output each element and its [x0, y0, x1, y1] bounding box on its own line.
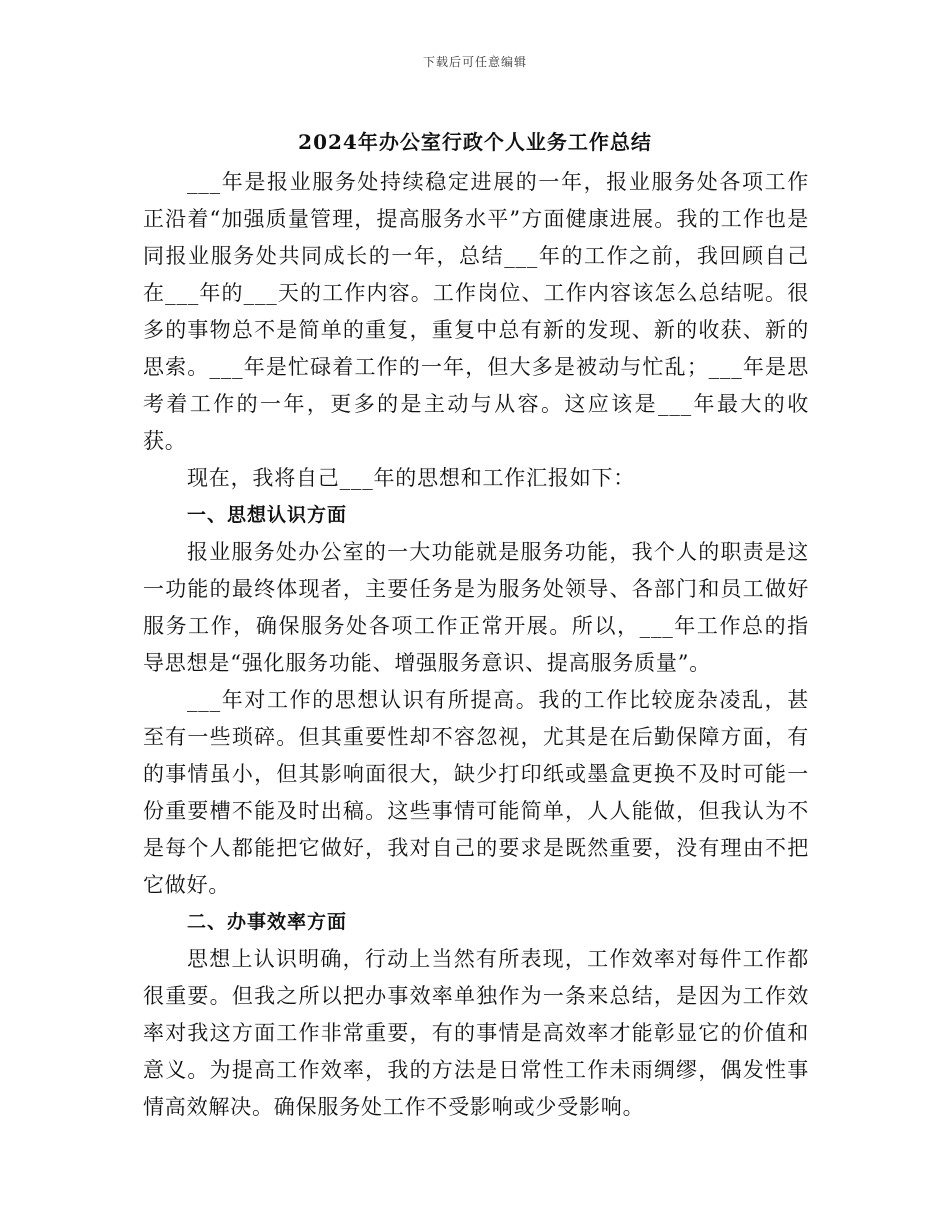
body-paragraph: ___年是报业服务处持续稳定进展的一年，报业服务处各项工作正沿着“加强质量管理，提高服务水平”方面健康进展。我的工作也是同报业服务处共同成长的一年，总结___年的工作之前，我回顾自己在___年的___天的工作内容。工作岗位、工作内容该怎么总结呢。很多的事物总不是简单的重复，重复中总有新的发现、新的收获、新的思索。___年是忙碌着工作的一年，但大多是被动与忙乱；___年是思考着工作的一年，更多的是主动与从容。这应该是___年最大的收获。	[143, 170, 809, 453]
page-header-note: 下载后可任意编辑	[422, 55, 527, 69]
body-paragraph: 思想上认识明确，行动上当然有所表现，工作效率对每件工作都很重要。但我之所以把办事效率单独作为一条来总结，是因为工作效率对我这方面工作非常重要，有的事情是高效率才能彰显它的价值和意义。为提高工作效率，我的方法是日常性工作未雨绸缪，偶发性事情高效解决。确保服务处工作不受影响或少受影响。	[143, 947, 809, 1119]
section-heading: 一、思想认识方面	[187, 504, 348, 526]
body-paragraph: 现在，我将自己___年的思想和工作汇报如下：	[187, 466, 636, 490]
document-title: 2024年办公室行政个人业务工作总结	[298, 130, 652, 154]
section-heading: 二、办事效率方面	[187, 911, 348, 933]
document-body	[143, 164, 809, 1126]
body-paragraph: ___年对工作的思想认识有所提高。我的工作比较庞杂凌乱，甚至有一些琐碎。但其重要性却不容忽视，尤其是在后勤保障方面，有的事情虽小，但其影响面很大，缺少打印纸或墨盒更换不及时可能一份重要槽不能及时出稿。这些事情可能简单，人人能做，但我认为不是每个人都能把它做好，我对自己的要求是既然重要，没有理由不把它做好。	[143, 688, 809, 897]
body-paragraph: 报业服务处办公室的一大功能就是服务功能，我个人的职责是这一功能的最终体现者，主要任务是为服务处领导、各部门和员工做好服务工作，确保服务处各项工作正常开展。所以，___年工作总的指导思想是“强化服务功能、增强服务意识、提高服务质量”。	[143, 540, 809, 675]
